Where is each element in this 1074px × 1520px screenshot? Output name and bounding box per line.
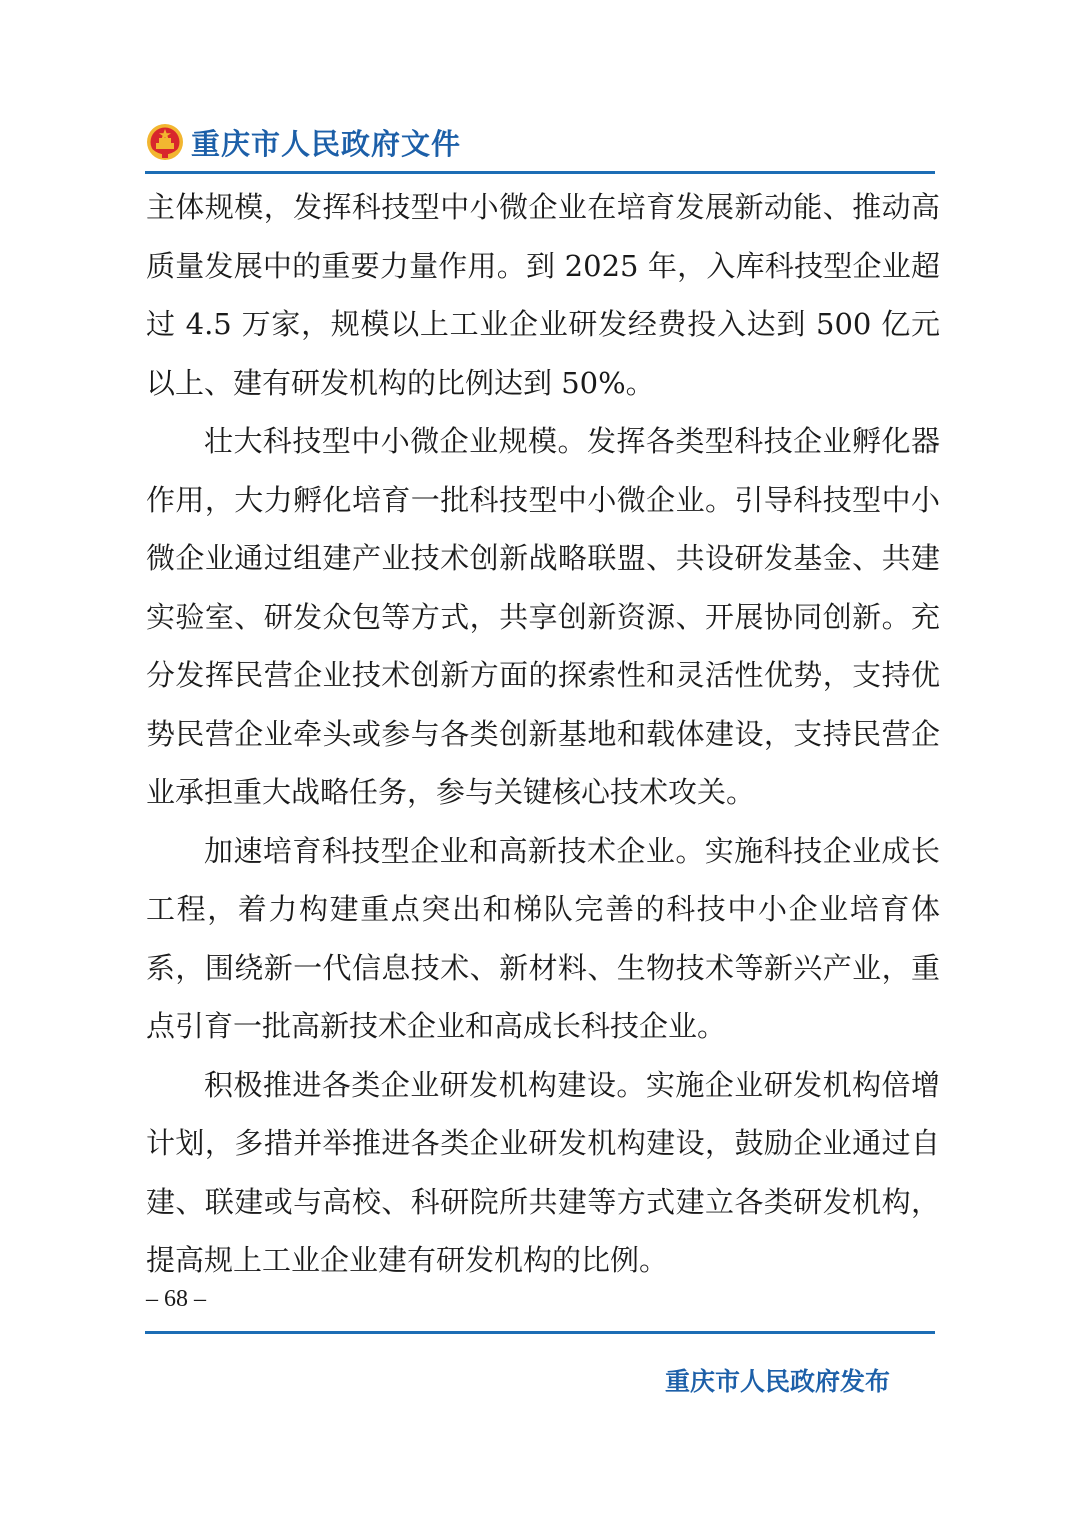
page-number: – 68 – xyxy=(146,1286,206,1312)
footer-divider xyxy=(145,1331,935,1334)
body-paragraph: 壮大科技型中小微企业规模。发挥各类型科技企业孵化器作用，大力孵化培育一批科技型中小微企业。引导科技型中小微企业通过组建产业技术创新战略联盟、共设研发基金、共建实验室、研发众包等方式，共享创新资源、开展协同创新。充分发挥民营企业技术创新方面的探索性和灵活性优势，支持优势民营企业牵头或参与各类创新基地和载体建设，支持民营企业承担重大战略任务，参与关键核心技术攻关。 xyxy=(146,424,940,809)
header-title: 重庆市人民政府文件 xyxy=(191,126,462,161)
header-divider xyxy=(145,171,935,174)
body-paragraph: 积极推进各类企业研发机构建设。实施企业研发机构倍增计划，多措并举推进各类企业研发机构建设，鼓励企业通过自建、联建或与高校、科研院所共建等方式建立各类研发机构，提高规上工业企业建有研发机构的比例。 xyxy=(146,1067,940,1277)
national-emblem-icon xyxy=(145,122,185,162)
footer-publisher: 重庆市人民政府发布 xyxy=(664,1367,890,1396)
document-header xyxy=(145,118,461,166)
body-paragraph: 加速培育科技型企业和高新技术企业。实施科技企业成长工程，着力构建重点突出和梯队完善的科技中小企业培育体系，围绕新一代信息技术、新材料、生物技术等新兴产业，重点引育一批高新技术企业和高成长科技企业。 xyxy=(146,833,940,1043)
body-paragraph: 主体规模，发挥科技型中小微企业在培育发展新动能、推动高质量发展中的重要力量作用。到 2025 年，入库科技型企业超过 4.5 万家，规模以上工业企业研发经费投入达到 500 亿元以上、建有研发机构的比例达到 50%。 xyxy=(146,190,940,400)
document-body xyxy=(146,178,940,1290)
